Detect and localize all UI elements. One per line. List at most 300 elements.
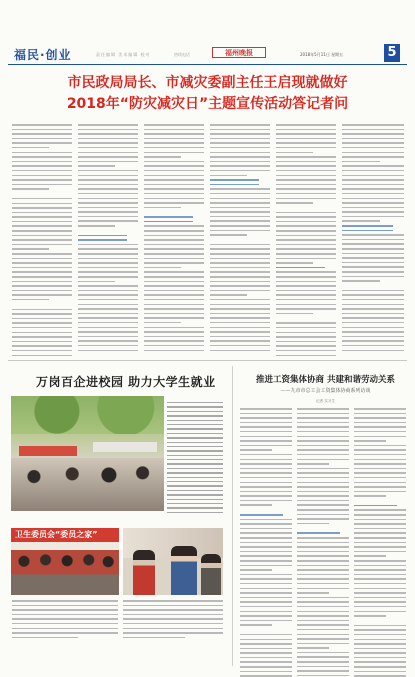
text-line xyxy=(297,555,349,557)
text-line xyxy=(144,188,204,190)
text-line xyxy=(78,193,138,195)
text-line xyxy=(354,454,406,456)
text-line xyxy=(276,239,336,241)
text-line xyxy=(342,225,393,227)
text-line xyxy=(210,124,270,126)
text-line xyxy=(297,417,349,419)
text-line xyxy=(167,455,223,456)
photo-caption-column xyxy=(167,402,223,516)
text-line xyxy=(297,546,349,548)
text-line xyxy=(276,336,336,338)
article-column-2 xyxy=(297,408,349,677)
text-line xyxy=(12,318,72,320)
text-line xyxy=(240,500,292,502)
text-line xyxy=(297,670,349,672)
text-line xyxy=(144,230,204,232)
text-line xyxy=(342,179,404,181)
text-line xyxy=(167,450,223,451)
text-line xyxy=(144,244,204,246)
text-line xyxy=(354,639,406,641)
text-line xyxy=(240,643,292,645)
text-line xyxy=(210,304,270,306)
text-line xyxy=(78,133,138,135)
text-line xyxy=(342,253,404,255)
text-line xyxy=(78,207,138,209)
text-line xyxy=(144,276,204,278)
text-line xyxy=(78,211,138,213)
text-line xyxy=(342,152,404,154)
text-line xyxy=(78,216,138,218)
text-line xyxy=(240,565,292,567)
text-line xyxy=(144,304,204,306)
text-line xyxy=(297,500,349,502)
text-line xyxy=(240,408,292,410)
text-line xyxy=(210,345,270,347)
text-line xyxy=(297,532,340,534)
text-line xyxy=(12,345,72,347)
text-line xyxy=(276,285,336,287)
text-line xyxy=(167,499,223,500)
text-line xyxy=(297,514,349,516)
text-line xyxy=(240,449,272,451)
text-line xyxy=(354,440,386,442)
masthead-logo: 福州晚报 xyxy=(212,47,266,58)
text-line xyxy=(210,331,270,333)
text-line xyxy=(354,657,406,659)
text-line xyxy=(297,574,349,576)
text-line xyxy=(12,322,72,324)
text-line xyxy=(144,133,204,135)
text-line xyxy=(167,468,223,469)
text-line xyxy=(240,648,292,650)
text-line xyxy=(240,472,292,474)
text-line xyxy=(240,491,292,493)
text-line xyxy=(276,341,336,343)
text-line xyxy=(78,285,138,287)
text-line xyxy=(240,615,292,617)
text-line xyxy=(240,495,292,497)
text-line xyxy=(276,248,336,250)
text-line xyxy=(276,355,336,357)
text-line xyxy=(240,445,292,447)
text-line xyxy=(210,281,270,283)
text-line xyxy=(78,170,138,172)
text-line xyxy=(297,436,349,438)
text-line xyxy=(12,623,118,625)
text-line xyxy=(342,290,404,292)
text-line xyxy=(210,253,270,255)
text-line xyxy=(144,170,204,172)
text-line xyxy=(240,652,292,654)
text-line xyxy=(78,308,138,310)
text-line xyxy=(297,675,349,677)
text-line xyxy=(240,671,292,673)
text-line xyxy=(12,235,72,237)
text-line xyxy=(210,290,270,292)
text-line xyxy=(276,350,336,352)
committee-caption-text xyxy=(12,600,118,641)
text-line xyxy=(297,472,349,474)
text-line xyxy=(240,519,292,521)
text-line xyxy=(167,402,223,403)
text-line xyxy=(167,433,223,434)
text-line xyxy=(342,276,404,278)
text-line xyxy=(12,207,72,209)
text-line xyxy=(276,212,336,214)
text-line xyxy=(276,138,336,140)
article-column-3 xyxy=(354,408,406,677)
column-rule xyxy=(232,366,233,666)
text-line xyxy=(342,271,404,273)
text-line xyxy=(342,220,380,222)
text-line xyxy=(210,313,270,315)
text-line xyxy=(210,165,270,167)
text-line xyxy=(342,129,404,131)
text-line xyxy=(342,299,404,301)
text-line xyxy=(167,494,223,495)
text-line xyxy=(342,345,404,347)
text-line xyxy=(276,129,336,131)
text-line xyxy=(144,216,193,218)
text-line xyxy=(12,313,72,315)
text-line xyxy=(78,152,138,154)
text-line xyxy=(297,583,349,585)
text-line xyxy=(276,313,313,315)
text-line xyxy=(240,574,292,576)
text-line xyxy=(297,463,329,465)
text-line xyxy=(144,350,204,352)
text-line xyxy=(240,440,292,442)
text-column-5 xyxy=(276,124,336,359)
headline-line-1: 市民政局局长、市减灾委副主任王启现就做好 xyxy=(67,75,348,91)
text-line xyxy=(78,198,138,200)
text-line xyxy=(297,578,349,580)
text-line xyxy=(144,285,204,287)
text-line xyxy=(167,442,223,443)
text-line xyxy=(78,138,138,140)
text-line xyxy=(12,124,72,126)
text-line xyxy=(240,477,292,479)
text-line xyxy=(354,625,406,627)
text-line xyxy=(297,601,349,603)
text-line xyxy=(240,657,292,659)
text-line xyxy=(354,532,406,534)
text-line xyxy=(78,225,115,227)
text-line xyxy=(342,133,404,135)
article-subtitle: ——九市市总工会工资集体协商系列访谈 xyxy=(280,388,371,394)
header-rule xyxy=(8,64,407,65)
text-line xyxy=(240,413,292,415)
text-column-4 xyxy=(210,124,270,354)
job-fair-photo xyxy=(11,396,164,511)
text-line xyxy=(210,308,270,310)
text-line xyxy=(12,355,72,357)
text-line xyxy=(12,290,72,292)
text-line xyxy=(354,671,406,673)
text-line xyxy=(297,482,349,484)
editor-credits: 责任编辑 美术编辑 校对 xyxy=(96,52,151,57)
text-line xyxy=(78,258,138,260)
text-line xyxy=(297,606,349,608)
text-line xyxy=(210,271,270,273)
text-line xyxy=(78,276,138,278)
text-line xyxy=(78,262,138,264)
text-line xyxy=(342,211,404,213)
text-line xyxy=(123,605,223,607)
text-line xyxy=(144,294,204,296)
text-line xyxy=(297,569,349,571)
text-line xyxy=(276,253,336,255)
article-column-1 xyxy=(240,408,292,677)
text-line xyxy=(354,652,406,654)
text-line xyxy=(240,523,292,525)
text-line xyxy=(354,643,406,645)
text-line xyxy=(276,198,336,200)
text-line xyxy=(12,129,72,131)
text-line xyxy=(144,345,204,347)
text-line xyxy=(12,605,118,607)
text-line xyxy=(240,560,292,562)
text-line xyxy=(342,216,404,218)
text-line xyxy=(12,212,72,214)
text-line xyxy=(144,290,204,292)
text-line xyxy=(78,281,115,283)
text-line xyxy=(354,555,386,557)
text-line xyxy=(12,258,72,260)
text-line xyxy=(12,248,49,250)
text-line xyxy=(123,614,223,616)
text-line xyxy=(12,184,72,186)
text-line xyxy=(12,221,72,223)
text-column-2 xyxy=(78,124,138,354)
text-line xyxy=(297,647,329,649)
text-line xyxy=(297,518,349,520)
text-line xyxy=(276,216,336,218)
text-line xyxy=(354,486,406,488)
text-line xyxy=(210,184,259,186)
text-line xyxy=(354,542,406,544)
text-line xyxy=(78,267,138,269)
text-line xyxy=(240,661,292,663)
text-line xyxy=(276,267,325,269)
text-line xyxy=(276,188,336,190)
text-line xyxy=(240,588,292,590)
text-line xyxy=(210,299,270,301)
text-line xyxy=(144,193,204,195)
text-line xyxy=(354,611,406,613)
text-line xyxy=(12,281,72,283)
text-line xyxy=(354,597,406,599)
text-line xyxy=(354,445,406,447)
text-line xyxy=(123,632,223,634)
text-line xyxy=(342,165,404,167)
text-line xyxy=(240,606,292,608)
text-line xyxy=(354,629,406,631)
text-line xyxy=(354,560,406,562)
text-line xyxy=(12,244,72,246)
headline-line-2: 2018年“防灾减灾日”主题宣传活动答记者问 xyxy=(66,96,349,112)
text-line xyxy=(78,290,138,292)
text-line xyxy=(342,262,404,264)
text-line xyxy=(210,220,270,222)
text-line xyxy=(276,262,313,264)
text-line xyxy=(167,406,223,407)
text-line xyxy=(12,618,118,620)
text-line xyxy=(144,258,204,260)
text-line xyxy=(354,546,406,548)
text-line xyxy=(78,253,138,255)
text-line xyxy=(276,244,336,246)
text-line xyxy=(167,446,223,447)
text-line xyxy=(210,244,270,246)
text-column-3 xyxy=(144,124,204,354)
text-line xyxy=(78,156,138,158)
text-line xyxy=(12,216,72,218)
section-divider xyxy=(8,360,407,361)
text-line xyxy=(78,161,138,163)
text-line xyxy=(12,170,72,172)
text-line xyxy=(12,614,118,616)
text-line xyxy=(12,179,72,181)
text-line xyxy=(12,341,72,343)
text-line xyxy=(210,234,247,236)
text-line xyxy=(210,276,270,278)
text-line xyxy=(12,239,72,241)
text-line xyxy=(167,420,223,421)
text-line xyxy=(354,523,406,525)
text-line xyxy=(210,207,270,209)
text-line xyxy=(12,628,118,630)
text-line xyxy=(342,124,404,126)
text-line xyxy=(354,472,406,474)
text-line xyxy=(12,142,72,144)
text-line xyxy=(210,147,270,149)
text-line xyxy=(297,468,349,470)
text-line xyxy=(12,156,72,158)
text-line xyxy=(12,253,72,255)
text-line xyxy=(210,179,259,181)
text-line xyxy=(354,519,406,521)
text-line xyxy=(240,639,292,641)
text-line xyxy=(354,588,406,590)
text-line xyxy=(354,666,406,668)
text-line xyxy=(354,459,406,461)
text-line xyxy=(354,583,406,585)
page-number: 5 xyxy=(384,44,400,62)
hotline-label: 热线电话 xyxy=(174,52,190,57)
text-line xyxy=(276,304,336,306)
text-line xyxy=(354,661,406,663)
text-line xyxy=(297,445,349,447)
text-line xyxy=(210,340,270,342)
text-line xyxy=(276,202,313,204)
text-line xyxy=(78,175,138,177)
text-line xyxy=(240,597,292,599)
issue-date: 2018年5月11日 星期五 xyxy=(300,52,344,57)
text-line xyxy=(240,504,272,506)
text-line xyxy=(276,156,336,158)
text-line xyxy=(354,634,406,636)
text-line xyxy=(240,454,292,456)
text-line xyxy=(167,411,223,412)
text-line xyxy=(342,239,404,241)
text-line xyxy=(342,202,404,204)
text-line xyxy=(210,327,270,329)
text-line xyxy=(123,623,223,625)
text-line xyxy=(144,156,181,158)
text-line xyxy=(354,468,406,470)
text-line xyxy=(78,313,138,315)
text-line xyxy=(144,221,193,223)
text-line xyxy=(276,258,336,260)
text-line xyxy=(123,628,223,630)
text-line xyxy=(354,509,406,511)
text-line xyxy=(144,239,204,241)
text-line xyxy=(210,336,270,338)
text-line xyxy=(297,523,329,525)
text-line xyxy=(144,129,204,131)
text-line xyxy=(78,239,127,241)
text-line xyxy=(354,417,406,419)
text-line xyxy=(297,588,349,590)
text-line xyxy=(240,624,272,626)
text-line xyxy=(144,235,204,237)
text-line xyxy=(297,491,349,493)
text-line xyxy=(297,634,349,636)
text-line xyxy=(78,235,127,237)
text-line xyxy=(342,138,404,140)
text-line xyxy=(210,156,270,158)
text-line xyxy=(144,322,181,324)
text-line xyxy=(78,147,138,149)
text-line xyxy=(12,165,72,167)
text-line xyxy=(210,138,270,140)
text-line xyxy=(167,415,223,416)
text-line xyxy=(240,468,292,470)
text-line xyxy=(167,490,223,491)
text-line xyxy=(297,422,349,424)
text-line xyxy=(78,317,138,319)
text-line xyxy=(297,615,349,617)
text-line xyxy=(297,509,349,511)
text-line xyxy=(342,313,404,315)
text-line xyxy=(297,408,349,410)
text-line xyxy=(276,308,336,310)
text-line xyxy=(276,161,336,163)
text-line xyxy=(276,147,336,149)
text-line xyxy=(297,426,349,428)
text-line xyxy=(297,629,349,631)
text-line xyxy=(144,225,204,227)
text-line xyxy=(240,578,292,580)
text-line xyxy=(144,179,204,181)
text-line xyxy=(12,276,72,278)
text-line xyxy=(297,624,349,626)
text-line xyxy=(210,225,270,227)
text-line xyxy=(144,308,204,310)
text-line xyxy=(144,175,204,177)
text-line xyxy=(354,569,406,571)
text-line xyxy=(297,459,349,461)
text-line xyxy=(276,152,313,154)
text-line xyxy=(354,592,406,594)
text-line xyxy=(354,426,406,428)
text-line xyxy=(123,618,223,620)
article-byline: 记者 实习生 xyxy=(315,399,336,403)
text-line xyxy=(78,184,138,186)
text-line xyxy=(342,340,404,342)
text-line xyxy=(276,165,336,167)
